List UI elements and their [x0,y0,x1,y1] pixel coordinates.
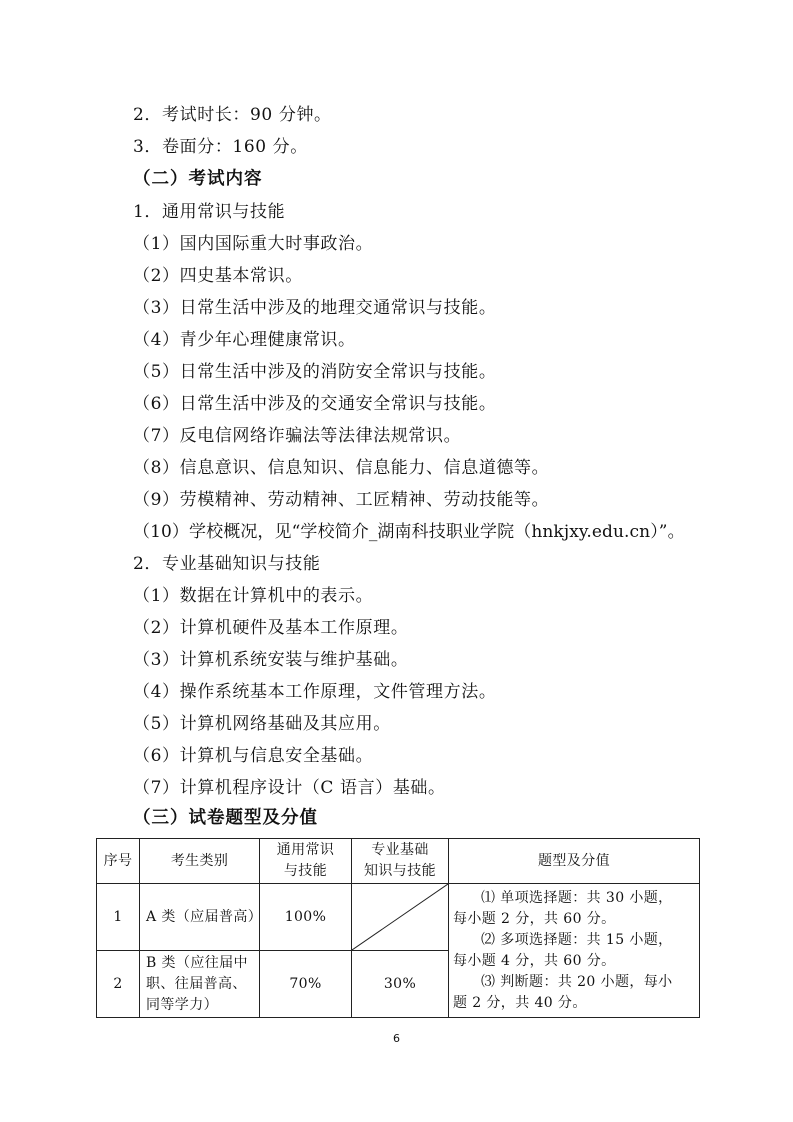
professional-item-6: （6）计算机与信息安全基础。 [133,746,374,766]
header-category: 考生类别 [140,839,260,884]
row-b-no: 2 [97,951,140,1018]
row-b-category-line-3: 同等学力） [146,996,218,1013]
general-item-1: （1）国内国际重大时事政治。 [133,234,374,254]
row-b-common: 70% [260,951,352,1018]
table-header-row [97,839,700,884]
header-question-types: 题型及分值 [449,839,700,884]
general-item-9: （9）劳模精神、劳动精神、工匠精神、劳动技能等。 [133,490,550,510]
page-number: 6 [393,1032,400,1045]
row-a-common: 100% [260,884,352,951]
type-1-line-1: ⑴ 单项选择题：共 30 小题， [481,889,673,906]
header-no: 序号 [97,839,140,884]
professional-item-4: （4）操作系统基本工作原理，文件管理方法。 [133,682,497,702]
header-common-line-1: 通用常识 [276,842,335,858]
header-pro-line-1: 专业基础 [371,842,429,858]
row-b-category [140,951,260,1018]
row-b-category-line-1: B 类（应往届中 [146,954,248,971]
professional-item-7: （7）计算机程序设计（C 语言）基础。 [133,778,446,798]
type-3-line-2: 题 2 分，共 40 分。 [453,994,587,1011]
section-heading-content: （二）考试内容 [133,169,263,189]
header-pro-line-2: 知识与技能 [364,863,436,879]
row-b-category-line-2: 职、往届普高、 [146,975,247,992]
general-item-5: （5）日常生活中涉及的消防安全常识与技能。 [133,362,497,382]
header-common-line-2: 与技能 [283,863,328,879]
general-item-7: （7）反电信网络诈骗法等法律法规常识。 [133,426,462,446]
professional-knowledge-title: 2．专业基础知识与技能 [133,554,321,574]
general-item-4: （4）青少年心理健康常识。 [133,330,356,350]
question-types-cell [449,884,700,1018]
type-2-line-2: 每小题 4 分，共 60 分。 [453,952,616,969]
general-item-6: （6）日常生活中涉及的交通安全常识与技能。 [133,394,497,414]
general-item-3: （3）日常生活中涉及的地理交通常识与技能。 [133,298,497,318]
professional-item-1: （1）数据在计算机中的表示。 [133,586,374,606]
professional-item-3: （3）计算机系统安装与维护基础。 [133,650,409,670]
general-item-2: （2）四史基本常识。 [133,266,303,286]
type-1-line-2: 每小题 2 分，共 60 分。 [453,910,616,927]
row-a-no: 1 [97,884,140,951]
header-common-skills [260,839,352,884]
general-item-10: （10）学校概况，见“学校简介_湖南科技职业学院（hnkjxy.edu.cn）”。 [133,522,685,542]
row-a-category: A 类（应届普高） [140,884,260,951]
professional-item-2: （2）计算机硬件及基本工作原理。 [133,618,409,638]
row-a-professional-empty [352,884,449,951]
total-score: 3．卷面分：160 分。 [133,137,308,157]
general-knowledge-title: 1．通用常识与技能 [133,202,286,222]
type-3-line-1: ⑶ 判断题：共 20 小题，每小 [481,973,673,990]
type-2-line-1: ⑵ 多项选择题：共 15 小题， [481,931,673,948]
header-professional-skills [352,839,449,884]
professional-item-5: （5）计算机网络基础及其应用。 [133,714,391,734]
score-table [96,838,700,1018]
diagonal-slash [352,884,448,950]
table-row [97,884,700,951]
general-item-8: （8）信息意识、信息知识、信息能力、信息道德等。 [133,458,550,478]
row-b-professional: 30% [352,951,449,1018]
section-heading-question-types: （三）试卷题型及分值 [133,808,318,828]
exam-duration: 2．考试时长：90 分钟。 [133,105,332,125]
